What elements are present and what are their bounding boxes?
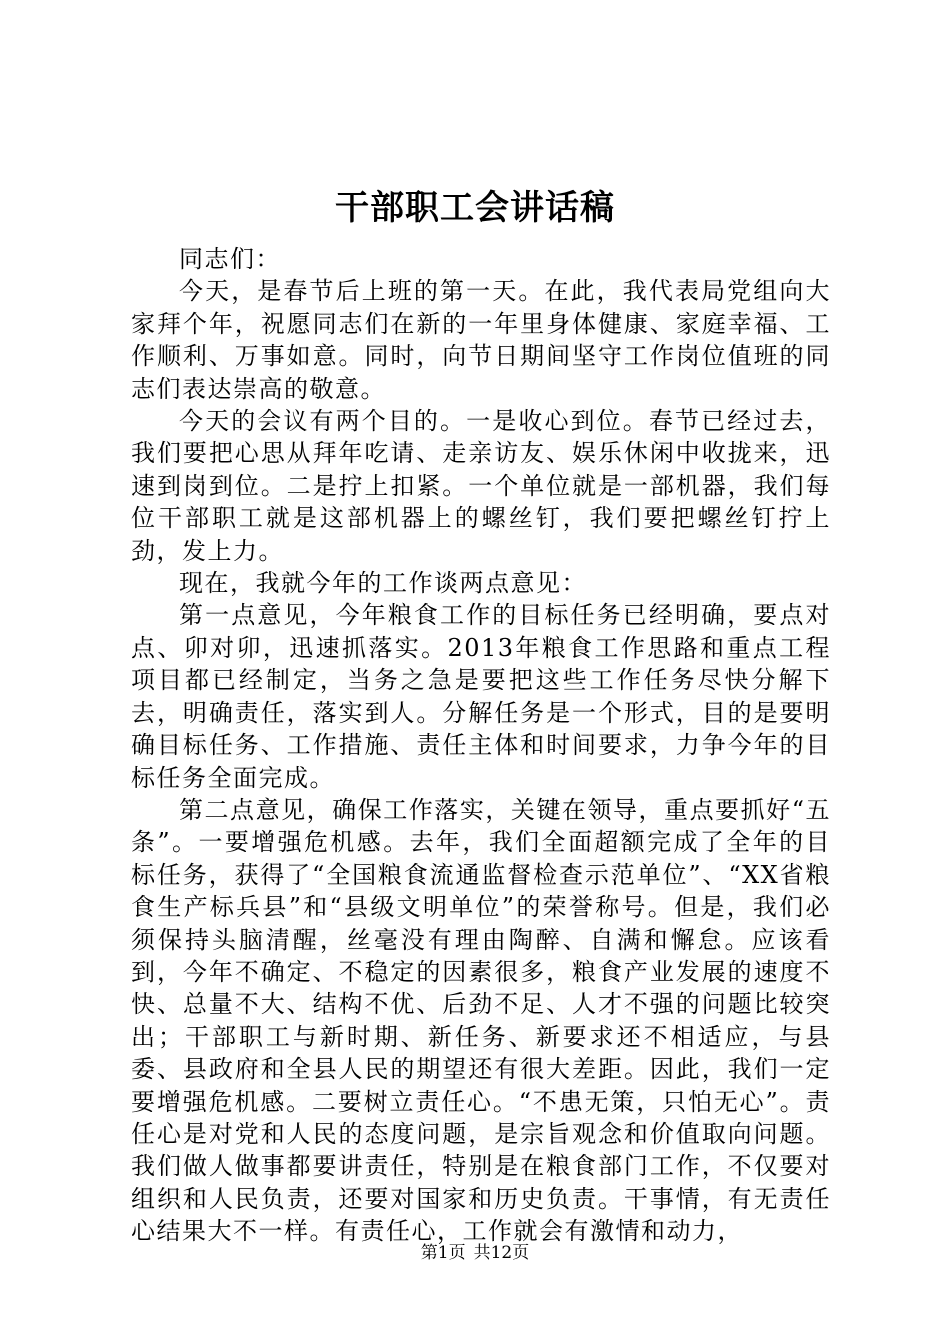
page-footer [0, 1241, 950, 1265]
salutation: 同志们： [179, 245, 281, 273]
page-number: 第1页 [420, 1243, 466, 1263]
paragraph-greeting: 今天，是春节后上班的第一天。在此，我代表局党组向大家拜个年，祝愿同志们在新的一年里身体健康、家庭幸福、工作顺利、万事如意。同时，向节日期间坚守工作岗位值班的同志们表达崇高的敬意。 [131, 277, 831, 403]
document-body [131, 243, 831, 1248]
paragraph-second-opinion: 第二点意见，确保工作落实，关键在领导，重点要抓好“五条”。一要增强危机感。去年，我们全面超额完成了全年的目标任务，获得了“全国粮食流通监督检查示范单位”、“XX省粮食生产标兵县”和“县级文明单位”的荣誉称号。但是，我们必须保持头脑清醒，丝毫没有理由陶醉、自满和懈怠。应该看到，今年不确定、不稳定的因素很多，粮食产业发展的速度不快、总量不大、结构不优、后劲不足、人才不强的问题比较突出；干部职工与新时期、新任务、新要求还不相适应，与县委、县政府和全县人民的期望还有很大差距。因此，我们一定要增强危机感。二要树立责任心。“不患无策，只怕无心”。责任心是对党和人民的态度问题，是宗旨观念和价值取向问题。我们做人做事都要讲责任，特别是在粮食部门工作，不仅要对组织和人民负责，还要对国家和历史负责。干事情，有无责任心结果大不一样。有责任心，工作就会有激情和动力， [131, 795, 831, 1246]
paragraph-meeting-purpose: 今天的会议有两个目的。一是收心到位。春节已经过去，我们要把心思从拜年吃请、走亲访友、娱乐休闲中收拢来，迅速到岗到位。二是拧上扣紧。一个单位就是一部机器，我们每位干部职工就是这部机器上的螺丝钉，我们要把螺丝钉拧上劲，发上力。 [131, 407, 831, 565]
page-total: 共12页 [473, 1243, 530, 1263]
document-title: 干部职工会讲话稿 [335, 188, 615, 228]
paragraph-first-opinion: 第一点意见，今年粮食工作的目标任务已经明确，要点对点、卯对卯，迅速抓落实。2013年粮食工作思路和重点工程项目都已经制定，当务之急是要把这些工作任务尽快分解下去，明确责任，落实到人。分解任务是一个形式，目的是要明确目标任务、工作措施、责任主体和时间要求，力争今年的目标任务全面完成。 [131, 601, 831, 792]
paragraph-intro-opinions: 现在，我就今年的工作谈两点意见： [179, 569, 587, 598]
